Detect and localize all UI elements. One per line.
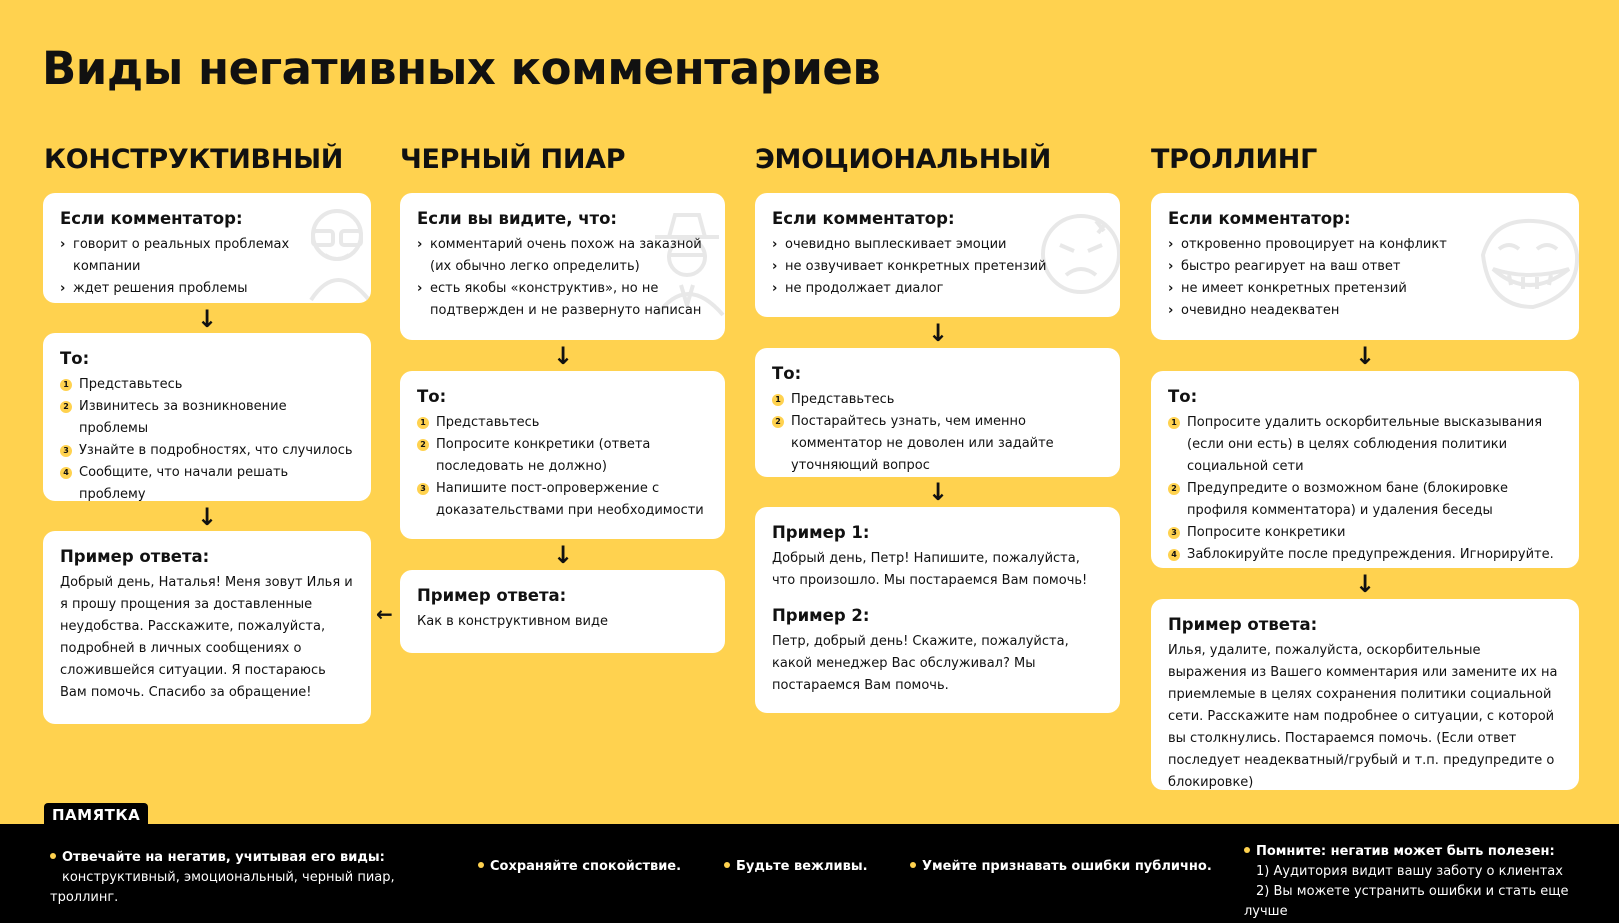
list-item: › очевидно неадекватен	[1168, 300, 1562, 322]
example2-text: Петр, добрый день! Скажите, пожалуйста, какой менеджер Вас обслуживал? Мы постараемся Вам помочь.	[772, 634, 1069, 693]
example2-title: Пример 2:	[772, 606, 870, 625]
card-example-black-pr	[400, 570, 725, 653]
list-item: 1 Попросите удалить оскорбительные высказывания (если они есть) в целях соблюдения политики социальной сети	[1168, 412, 1562, 478]
list-item: › быстро реагирует на ваш ответ	[1168, 256, 1562, 278]
list-item: 3 Попросите конкретики	[1168, 522, 1562, 544]
card-if-constructive	[43, 193, 371, 303]
down-arrow-icon: ↓	[197, 305, 218, 333]
left-arrow-icon: ←	[376, 602, 393, 626]
example-text: Как в конструктивном виде	[417, 614, 608, 629]
bullet-icon	[50, 853, 56, 859]
list-item: › ждет решения проблемы	[60, 278, 354, 300]
footer-tip-1	[50, 848, 450, 908]
down-arrow-icon: ↓	[1355, 570, 1376, 598]
if-title: Если комментатор:	[1168, 209, 1351, 228]
footer-tip-3	[724, 857, 868, 877]
list-item: 1 Представьтесь	[60, 374, 354, 396]
down-arrow-icon: ↓	[928, 319, 949, 347]
list-item: › не продолжает диалог	[772, 278, 1103, 300]
example-title: Пример ответа:	[1168, 615, 1318, 634]
list-item: › откровенно провоцирует на конфликт	[1168, 234, 1562, 256]
card-examples-emotional	[755, 507, 1120, 713]
page-title: Виды негативных комментариев	[42, 42, 881, 95]
list-item: › есть якобы «конструктив», но не подтвержден и не развернуто написан	[417, 278, 708, 322]
bullet-icon	[478, 862, 484, 868]
tip1-text: конструктивный, эмоциональный, черный пиар, троллинг.	[50, 870, 395, 905]
card-then-black-pr	[400, 371, 725, 539]
list-item: 3 Напишите пост-опровержение с доказательствами при необходимости	[417, 478, 708, 522]
then-title: То:	[417, 387, 447, 406]
tip5-line1: 1) Аудитория видит вашу заботу о клиентах	[1256, 864, 1563, 879]
tip4-text: Умейте признавать ошибки публично.	[922, 859, 1212, 874]
tip3-text: Будьте вежливы.	[736, 859, 868, 874]
example1-text: Добрый день, Петр! Напишите, пожалуйста, что произошло. Мы постараемся Вам помочь!	[772, 551, 1088, 588]
card-if-emotional	[755, 193, 1120, 317]
card-then-trolling	[1151, 371, 1579, 568]
if-title: Если комментатор:	[772, 209, 955, 228]
card-if-trolling	[1151, 193, 1579, 340]
column-heading-trolling: ТРОЛЛИНГ	[1151, 144, 1318, 175]
column-heading-emotional: ЭМОЦИОНАЛЬНЫЙ	[755, 144, 1052, 175]
list-item: › не озвучивает конкретных претензий	[772, 256, 1103, 278]
column-heading-black-pr: ЧЕРНЫЙ ПИАР	[400, 144, 626, 175]
list-item: 2 Извинитесь за возникновение проблемы	[60, 396, 354, 440]
bullet-icon	[1244, 847, 1250, 853]
tip2-text: Сохраняйте спокойствие.	[490, 859, 682, 874]
card-example-constructive	[43, 531, 371, 724]
if-title: Если вы видите, что:	[417, 209, 618, 228]
footer-bar	[0, 824, 1619, 923]
list-item: 1 Представьтесь	[772, 389, 1103, 411]
bullet-icon	[724, 862, 730, 868]
list-item: 2 Предупредите о возможном бане (блокировке профиля комментатора) и удаления беседы	[1168, 478, 1562, 522]
tip5-bold: Помните: негатив может быть полезен:	[1256, 844, 1555, 859]
card-then-constructive	[43, 333, 371, 501]
list-item: 4 Сообщите, что начали решать проблему	[60, 462, 354, 501]
card-if-black-pr	[400, 193, 725, 340]
down-arrow-icon: ↓	[1355, 342, 1376, 370]
bullet-icon	[910, 862, 916, 868]
then-title: То:	[1168, 387, 1198, 406]
footer-tip-2	[478, 857, 681, 877]
down-arrow-icon: ↓	[928, 478, 949, 506]
list-item: › комментарий очень похож на заказной (их обычно легко определить)	[417, 234, 708, 278]
card-then-emotional	[755, 348, 1120, 477]
list-item: 2 Попросите конкретики (ответа последовать не должно)	[417, 434, 708, 478]
list-item: 2 Постарайтесь узнать, чем именно комментатор не доволен или задайте уточняющий вопрос	[772, 411, 1103, 477]
list-item: 1 Представьтесь	[417, 412, 708, 434]
down-arrow-icon: ↓	[553, 342, 574, 370]
example-title: Пример ответа:	[60, 547, 210, 566]
card-example-trolling	[1151, 599, 1579, 790]
then-title: То:	[772, 364, 802, 383]
example1-title: Пример 1:	[772, 523, 870, 542]
example-text: Илья, удалите, пожалуйста, оскорбительные выражения из Вашего комментария или замените их на приемлемые в целях сохранения политики социальной сети. Расскажите нам подробнее о ситуации, с которой вы столкнулись. Постараемся помочь. (Если ответ последует неадекватный/грубый и т.п. предупредите о блокировке)	[1168, 643, 1558, 790]
example-text: Добрый день, Наталья! Меня зовут Илья и я прошу прощения за доставленные неудобства. Расскажите, пожалуйста, подробней в личных сообщениях о сложившейся ситуации. Я постараюсь Вам помочь. Спасибо за обращение!	[60, 575, 353, 700]
footer-tip-4	[910, 857, 1212, 877]
then-title: То:	[60, 349, 90, 368]
list-item: › говорит о реальных проблемах компании	[60, 234, 354, 278]
footer-tip-5	[1244, 842, 1614, 922]
down-arrow-icon: ↓	[197, 503, 218, 531]
tip5-line2: 2) Вы можете устранить ошибки и стать еще лучше	[1244, 884, 1569, 919]
list-item: › не имеет конкретных претензий	[1168, 278, 1562, 300]
down-arrow-icon: ↓	[553, 541, 574, 569]
column-heading-constructive: КОНСТРУКТИВНЫЙ	[44, 144, 344, 175]
if-title: Если комментатор:	[60, 209, 243, 228]
list-item: 3 Узнайте в подробностях, что случилось	[60, 440, 354, 462]
example-title: Пример ответа:	[417, 586, 567, 605]
memo-tag: ПАМЯТКА	[44, 803, 148, 826]
list-item: 4 Заблокируйте после предупреждения. Игнорируйте.	[1168, 544, 1562, 566]
list-item: › очевидно выплескивает эмоции	[772, 234, 1103, 256]
tip1-bold: Отвечайте на негатив, учитывая его виды:	[62, 850, 385, 865]
